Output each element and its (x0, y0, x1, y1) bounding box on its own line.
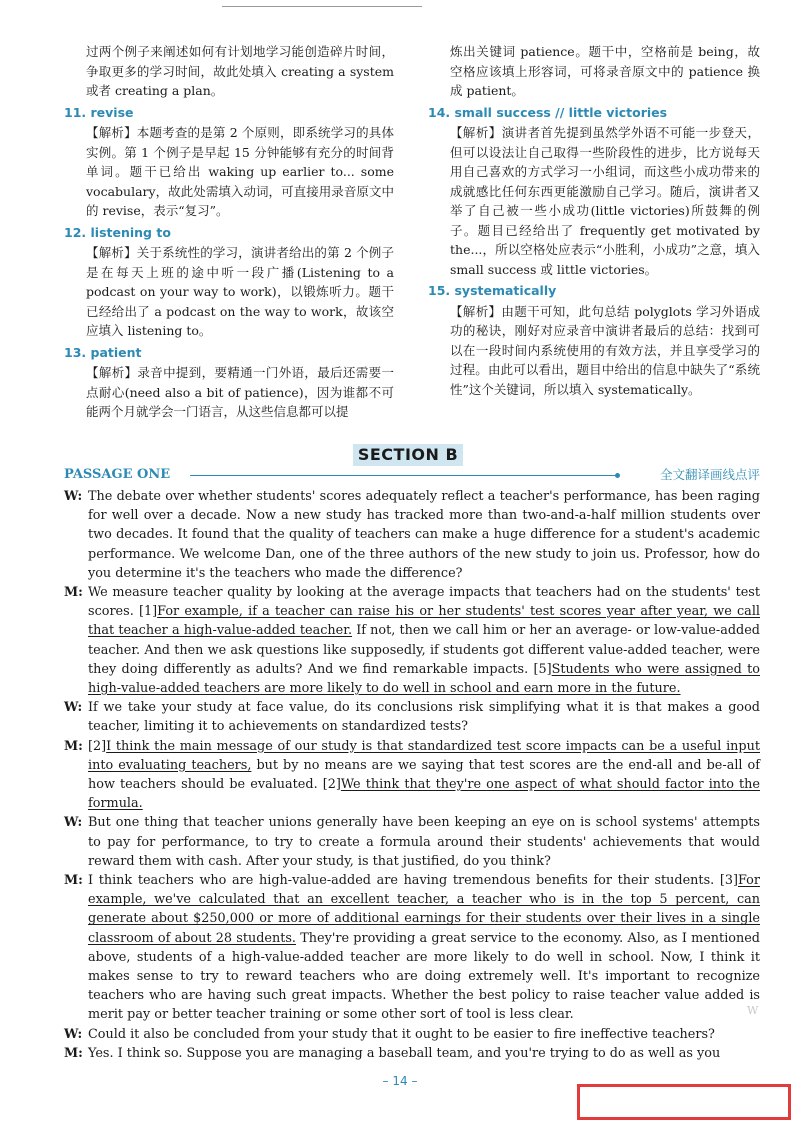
dialog-text: [2] (88, 738, 107, 754)
answer-head: 14. small success // little victories (428, 104, 668, 120)
analysis-tag: 【解析】 (450, 303, 502, 319)
underlined-key-sentence: For example, we've calculated that an excellent teacher, a teacher who is in the top 5 percent, can generate about $250,000 or more of additional earnings for their students over their lives in a single classroom of about 28 students. (88, 873, 760, 946)
dialog-turn (64, 1044, 760, 1063)
speaker-label: M: (64, 738, 83, 754)
underlined-key-sentence: Students who were assigned to high-value-added teachers are more likely to do well in school and earn more in the future. (88, 661, 760, 697)
answer-head: 12. listening to (64, 224, 171, 240)
dialog-turn (64, 698, 760, 736)
speaker-label: M: (64, 873, 83, 889)
right-column (428, 42, 760, 399)
right-intro: 炼出关键词 patience。题干中，空格前是 being，故空格应该填上形容词，可将录音原文中的 patience 换成 patient。 (450, 44, 760, 98)
section-heading: SECTION B (353, 444, 463, 466)
dialog-text: If we take your study at face value, do its conclusions risk simplifying what it is that makes a good teacher, limiting it to achievements on standardized tests? (88, 700, 760, 735)
answer-item-15 (428, 281, 760, 399)
dialog-text: but by no means are we saying that test scores are the end-all and be-all of how teachers should be evaluated. [2] (88, 757, 760, 793)
explanation-text: 关于系统性的学习，演讲者给出的第 2 个例子是在每天上班的途中听一段广播(Listening to a podcast on your way to work)，以锻炼听力。题干已经给出了 a podcast on the way to work，故该空应填入 listening to。 (86, 245, 394, 338)
underlined-key-sentence: For example, if a teacher can raise his or her students' test scores year after year, we call that teacher a high-value-added teacher. (88, 604, 761, 639)
redaction-box (577, 1084, 791, 1120)
explanation-text: 本题考查的是第 2 个原则，即系统学习的具体实例。第 1 个例子是早起 15 分钟能够有充分的时间背单词。题干已给出 waking up earlier to... some vocabulary，故此处需填入动词，可直接用录音原文中的 revise，表示“复习”。 (86, 125, 394, 218)
answer-head: 15. systematically (428, 283, 557, 298)
underlined-key-sentence: I think the main message of our study is that standardized test score impacts can be a useful input into evaluating teachers, (88, 738, 760, 773)
speaker-label: W: (64, 700, 83, 716)
dialog-turn (64, 871, 760, 1025)
answer-explanation (64, 363, 394, 422)
speaker-label: W: (64, 489, 83, 504)
dialog-text: If not, then we call him or her an average- or low-value-added teacher. And then we ask questions like supposedly, if students got different value-added teacher, were they doing differently as adults? And we find remarkable impacts. [5] (88, 623, 760, 677)
explanation-text: 由题干可知，此句总结 polyglots 学习外语成功的秘诀，刚好对应录音中演讲者最后的总结：找到可以在一段时间内系统使用的有效方法，并且享受学习的过程。由此可以看出，题目中给出的信息中缺失了“系统性”这个关键词，所以填入 systematically。 (450, 303, 760, 397)
dialog-text: We measure teacher quality by looking at the average impacts that teachers had on the students' test scores. [1] (88, 585, 760, 620)
dialog-text: Yes. I think so. Suppose you are managing a baseball team, and you're trying to do as well as you (88, 1045, 721, 1061)
analysis-tag: 【解析】 (450, 125, 502, 140)
answer-explanation (64, 123, 394, 221)
analysis-tag: 【解析】 (86, 125, 137, 140)
dialog-turn (64, 583, 760, 698)
explanation-text: 演讲者首先提到虽然学外语不可能一步登天，但可以设法让自己取得一些阶段性的进步，比方说每天用自己喜欢的方式学习一小组词，而这些小成功带来的成就感比任何东西更能激励自己学习。随后，演讲者又举了自己被一些小成功(little victories)所鼓舞的例子。题目已经给出了 frequently get motivated by the...，所以空格处应表示“小胜利，小成功”之意，填入 small success 或 little victories。 (450, 125, 760, 277)
answer-head: 13. patient (64, 344, 142, 360)
dialog-text: Could it also be concluded from your study that it ought to be easier to fire ineffective teachers? (88, 1026, 715, 1042)
answer-item-14 (428, 103, 760, 280)
top-rule (222, 6, 422, 7)
passage-title: PASSAGE ONE (64, 467, 171, 482)
speaker-label: W: (64, 1026, 83, 1042)
answer-item-13 (64, 343, 394, 422)
speaker-label: M: (64, 585, 83, 601)
dialog-turn (64, 487, 760, 583)
speaker-label: M: (64, 1045, 83, 1061)
answer-head: 11. revise (64, 104, 134, 120)
dialog-text: I think teachers who are high-value-added are having tremendous benefits for their students. [3] (88, 873, 738, 889)
dialog-turn (64, 813, 760, 871)
answer-explanation (428, 123, 760, 279)
answer-explanation (64, 243, 394, 341)
underlined-key-sentence: We think that they're one aspect of what should factor into the formula. (88, 777, 760, 812)
left-column (64, 42, 394, 422)
passage-divider (190, 475, 618, 476)
dialog-turn (64, 1025, 760, 1044)
passage-header (64, 466, 760, 484)
answer-item-11 (64, 103, 394, 221)
speaker-label: W: (64, 815, 83, 831)
analysis-tag: 【解析】 (86, 245, 137, 260)
dialog-turn (64, 737, 760, 814)
margin-mark: W (747, 1004, 759, 1017)
explanation-text: 录音中提到，要精通一门外语，最后还需要一点耐心(need also a bit of patience)，因为谁都不可能两个月就学会一门语言，从这些信息都可以提 (86, 365, 394, 419)
answer-explanation (428, 302, 760, 400)
dialog-text: The debate over whether students' scores adequately reflect a teacher's performance, has been raging for well over a decade. Now a new study has tracked more than two-and-a-half million students over two decades. It found that the quality of teachers can make a huge difference for a student's academic performance. We welcome Dan, one of the three authors of the new study to join us. Professor, how do you determine it's the teachers who made the difference? (88, 489, 760, 581)
dialog-text: They're providing a great service to the economy. Also, as I mentioned above, students of a high-value-added teacher are more likely to do well in school. Now, I think it makes sense to try to reward teachers who are doing extremely well. It's important to recognize teachers who are having such great impacts. Whether the best policy to raise teacher value added is merit pay or better teacher training or some other sort of tool is less clear. (88, 930, 760, 1023)
passage-note: 全文翻译画线点评 (659, 467, 760, 482)
analysis-tag: 【解析】 (86, 365, 138, 380)
page-number: – 14 – (382, 1074, 418, 1088)
dialog-transcript (64, 487, 760, 1063)
answer-item-12 (64, 223, 394, 341)
left-intro: 过两个例子来阐述如何有计划地学习能创造碎片时间，争取更多的学习时间，故此处填入 creating a system 或者 creating a plan。 (86, 44, 394, 98)
dialog-text: But one thing that teacher unions generally have been keeping an eye on is school systems' attempts to pay for performance, to try to create a formula around their students' achievements that would reward them with cash. After your study, is that justified, do you think? (88, 815, 760, 869)
